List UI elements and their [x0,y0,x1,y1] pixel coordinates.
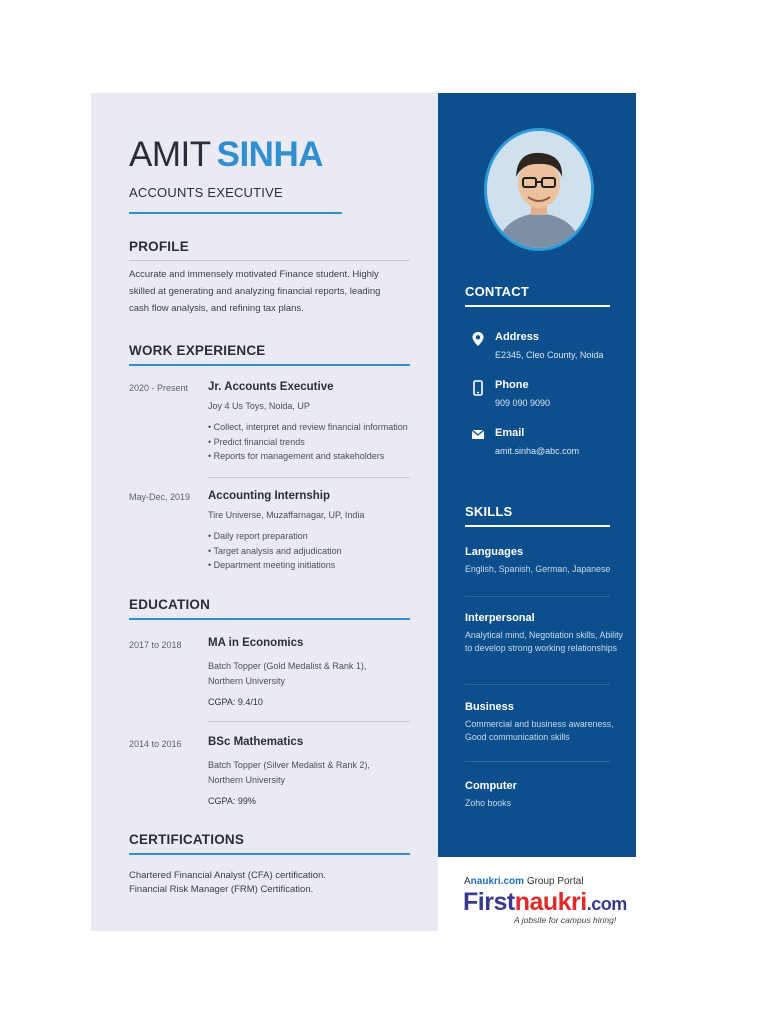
degree-detail: Batch Topper (Gold Medalist & Rank 1), Northern University [208,661,367,686]
skill-group-title: Interpersonal [465,612,535,624]
bullet-item: • Collect, interpret and review financial information [208,420,408,435]
firstnaukri-logo [463,888,627,917]
degree-title: MA in Economics [208,637,304,649]
logo-naukri: naukri [514,888,587,916]
skill-group-text: Commercial and business awareness, Good communication skills [465,719,614,742]
work-heading: WORK EXPERIENCE [129,343,266,358]
profile-heading: PROFILE [129,239,189,254]
job-company: Tire Universe, Muzaffarnagar, UP, India [208,510,365,520]
phone-value: 909 090 9090 [495,398,551,408]
job-date: 2020 - Present [129,383,189,393]
phone-icon [471,380,485,396]
bullet-item: • Target analysis and adjudication [208,544,342,559]
naukri-logo-text: naukri.com [470,876,525,887]
profile-text: Accurate and immensely motivated Finance student. Highly skilled at generating and analyzing financial reports, leading cash flow analysis, and refining tax plans. [129,269,381,314]
education-divider [129,618,410,620]
last-name: SINHA [216,135,324,174]
resume-page [91,93,636,931]
bullet-item: • Daily report preparation [208,529,342,544]
degree-title: BSc Mathematics [208,736,304,748]
skill-group-title: Languages [465,546,524,558]
email-label: Email [495,427,525,439]
phone-label: Phone [495,379,529,391]
group-portal-text: Group Portal [526,876,584,887]
degree-cgpa: CGPA: 9.4/10 [208,697,263,707]
location-pin-icon [471,331,485,347]
certifications-list [129,869,401,897]
skill-divider [465,596,610,597]
skill-group-text: Analytical mind, Negotiation skills, Ability to develop strong working relationships [465,630,623,653]
skill-group-title: Business [465,701,514,713]
job-title: Accounting Internship [208,490,331,502]
avatar-icon [487,131,591,248]
job-company: Joy 4 Us Toys, Noida, UP [208,401,310,411]
candidate-name [129,135,323,175]
skills-divider [465,525,610,527]
bullet-item: • Reports for management and stakeholders [208,449,408,464]
logo-com: .com [586,894,627,914]
education-date: 2014 to 2016 [129,739,182,749]
naukri-group-line [464,876,584,887]
skill-divider [465,761,610,762]
education-heading: EDUCATION [129,597,211,612]
work-divider [129,364,410,366]
address-value: E2345, Cleo County, Noida [495,350,604,360]
education-item-divider [208,721,410,722]
bullet-item: • Department meeting initiations [208,558,342,573]
brand-prefix: A [464,876,471,887]
logo-first: First [463,888,515,916]
certification-item: Chartered Financial Analyst (CFA) certification. [129,870,326,881]
profile-divider [129,260,410,261]
bullet-item: • Predict financial trends [208,435,408,450]
skill-group-text: Zoho books [465,798,511,808]
skill-group-text: English, Spanish, German, Japanese [465,564,611,574]
skills-heading: SKILLS [465,504,513,519]
skill-group-title: Computer [465,780,517,792]
certifications-divider [129,853,410,855]
job-bullets [208,529,342,573]
role-divider [129,212,342,214]
brand-tagline: A jobsite for campus hiring! [514,915,617,925]
job-title: Jr. Accounts Executive [208,381,334,393]
job-divider [208,477,410,478]
certifications-heading: CERTIFICATIONS [129,832,245,847]
job-bullets [208,420,408,464]
email-value: amit.sinha@abc.com [495,446,580,456]
first-name: AMIT [129,135,211,174]
degree-detail: Batch Topper (Silver Medalist & Rank 2), Northern University [208,760,370,785]
certification-item: Financial Risk Manager (FRM) Certification. [129,884,314,895]
address-label: Address [495,331,540,343]
contact-heading: CONTACT [465,284,529,299]
contact-divider [465,305,610,307]
job-role: ACCOUNTS EXECUTIVE [129,185,283,200]
email-icon [471,427,485,443]
job-date: May-Dec, 2019 [129,492,191,502]
degree-cgpa: CGPA: 99% [208,796,256,806]
profile-photo [484,128,594,251]
skill-divider [465,684,610,685]
education-date: 2017 to 2018 [129,640,182,650]
